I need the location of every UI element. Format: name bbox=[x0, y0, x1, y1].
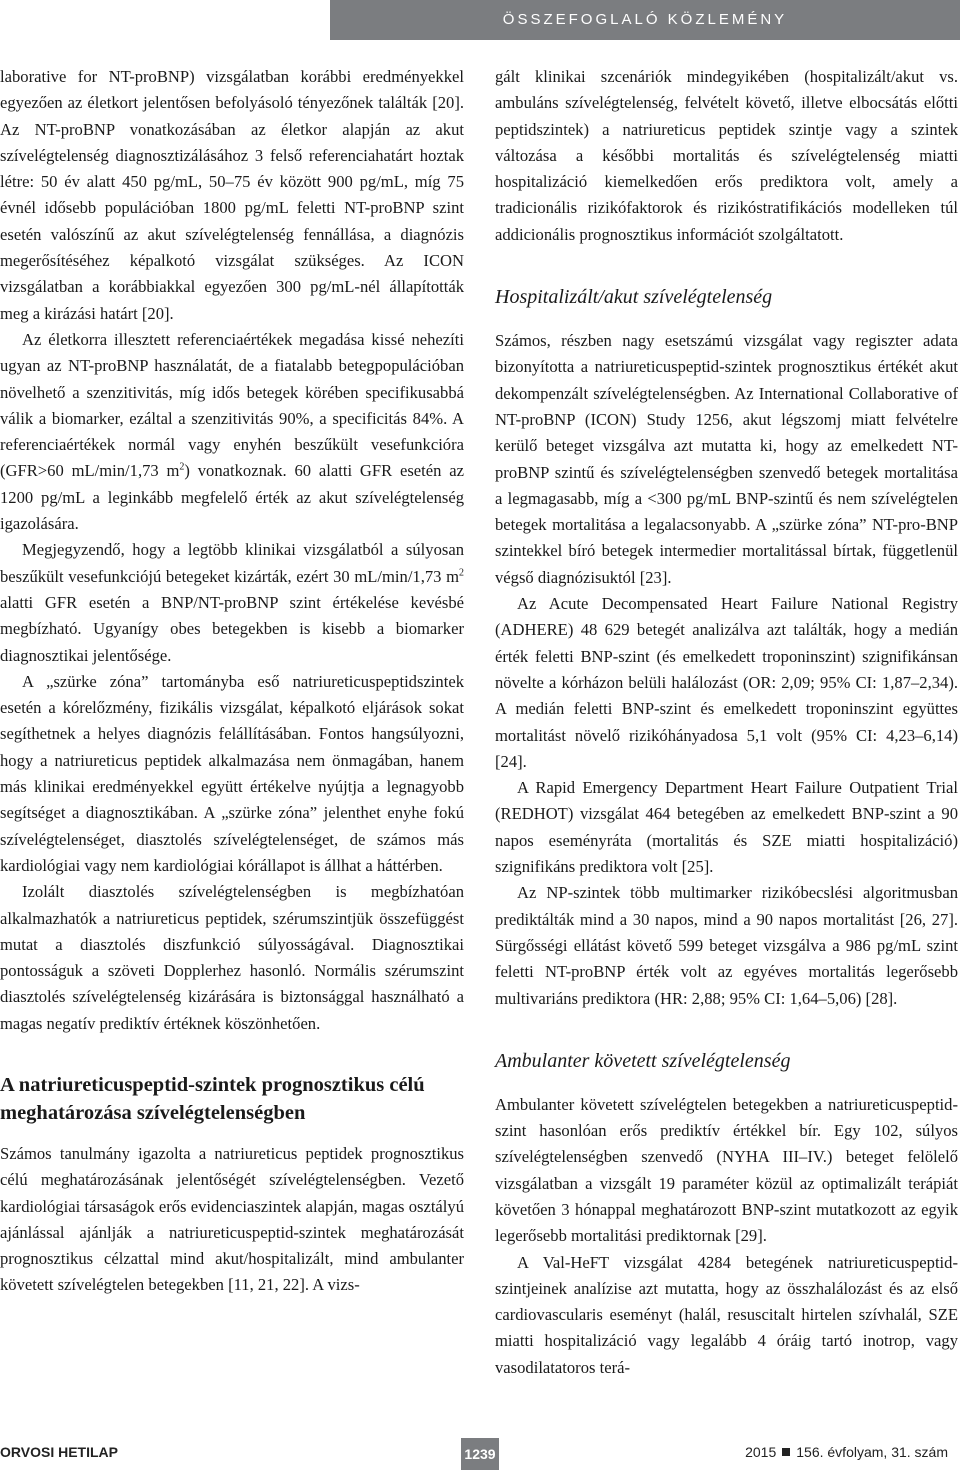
paragraph: Számos, részben nagy esetszámú vizsgálat vagy regiszter adata bizonyította a natriureticuspeptid-szintek prognosztikus értékét akut dekompenzált szívelégtelenségben. Az International Collaborative of NT-proBNP (ICON) Study 1256, akut légszomj miatt felvételre kerülő beteget vizsgálva azt mutatta ki, hogy az emelkedett NT-proBNP szintű és szívelégtelenségben szenvedő betegek mortalitása a legmagasabb, míg a <300 pg/mL BNP-szintű és nem szívelégtelen betegek mortalitása a legalacsonyabb. A „szürke zóna” NT-pro-BNP szintekkel bíró betegek intermedier mortalitással bírtak, függetlenül végső diagnózisuktól [23]. bbox=[495, 331, 958, 587]
page-footer bbox=[0, 1438, 960, 1470]
paragraph: Izolált diasztolés szívelégtelenségben is megbízhatóan alkalmazhatók a natriureticus peptidek, szérumszintjük összefüggést mutat a diasztolés diszfunkció súlyosságával. Diagnosztikai pontosságuk a szöveti Dopplerhez hasonló. Normális szérumszint diasztolés szívelégtelenség kizárására is biztonsággal használható a magas negatív prediktív értéknek köszönhetően. bbox=[0, 882, 464, 1033]
section-tag: ÖSSZEFOGLALÓ KÖZLEMÉNY bbox=[330, 0, 960, 40]
header-blank bbox=[0, 0, 330, 40]
issue-info: 2015 156. évfolyam, 31. szám bbox=[745, 1444, 948, 1460]
header-banner bbox=[0, 0, 960, 40]
paragraph: A Val-HeFT vizsgálat 4284 betegének natriureticuspeptid-szintjeinek analízise azt mutatta, hogy az összhalálozást és az első cardiovascularis eseményt (halál, resuscitalt hirtelen szívhalál, SZE miatti hospitalizáció vagy legalább 4 óráig tartó inotrop, vagy vasodilatatoros terá- bbox=[495, 1252, 958, 1377]
paragraph: Számos tanulmány igazolta a natriureticus peptidek prognosztikus célú meghatározásának jelentőségét szívelégtelenségben. Vezető kardiológiai társaságok erős evidenciaszintek alapján, magas osztályú ajánlással ajánlják a natriureticuspeptid-szintek meghatározását prognosztikus célzattal mind akut/hospitalizált, mind ambulanter követett szívelégtelen betegekben [11, 21, 22]. A vizs- bbox=[0, 1143, 464, 1295]
paragraph: Az Acute Decompensated Heart Failure National Registry (ADHERE) 48 629 betegét analizálva azt találták, hogy a medián érték feletti BNP-szint (és emelkedett troponinszint) szignifikánsan növelte a kórházon belüli halálozást (OR: 2,09; 95% CI: 1,87–2,34). A medián feletti BNP-szint és emelkedett troponinszint együttes mortalitást növelő rizikóhányadosa 5,1 volt (95% CI: 4,23–6,14) [24]. bbox=[495, 594, 958, 771]
right-column bbox=[495, 64, 958, 1381]
subsection-heading: Hospitalizált/akut szívelégtelenség bbox=[495, 286, 773, 309]
paragraph: Az NP-szintek több multimarker rizikóbecslési algoritmusban prediktálták mind a 30 napos, mind a 90 napos mortalitást [26, 27]. Sürgősségi ellátást követő 599 beteget vizsgálva a 986 pg/mL szint feletti NT-proBNP érték volt az egyéves mortalitás legerősebb multivariáns prediktora (HR: 2,88; 95% CI: 1,64–5,06) [28]. bbox=[495, 883, 958, 1008]
paragraph: A Rapid Emergency Department Heart Failure Outpatient Trial (REDHOT) vizsgálat 464 betegében az emelkedett BNP-szint a 90 napos eseményráta (mortalitás és SZE miatti hospitalizáció) szignifikáns prediktora volt [25]. bbox=[495, 778, 958, 877]
square-bullet-icon bbox=[782, 1448, 790, 1456]
paragraph: Az életkorra illesztett referenciaértékek megadása kissé nehezíti ugyan az NT-proBNP használatát, de a fiatalabb betegpopulációban növelhető a szenzitivitás, míg idős betegek körében specifikusabbá válik a biomarker, ezáltal a szenzitivitás 90%, a specificitás 84%. A referenciaértékek normál vagy enyhén beszűkült vesefunkcióra (GFR>60 mL/min/1,73 $m^2$) vonatkoznak. 60 alatti GFR esetén az 1200 pg/mL a leginkább megfelelő érték az akut szívelégtelenség igazolására. bbox=[0, 329, 464, 534]
paragraph: laborative for NT-proBNP) vizsgálatban korábbi eredményekkel egyezően az életkort jelentősen befolyásoló tényezőnek találták [20]. Az NT-proBNP vonatkozásában az életkor alapján az akut szívelégtelenség diagnosztizálásához 3 felső referenciahatárt hoztak létre: 50 év alatt 450 pg/mL, 50–75 év között 900 pg/mL, míg 75 évnél idősebb populációban 1800 pg/mL feletti NT-proBNP szint esetén valószínű az akut szívelégtelenség fennállása, a diagnózis megerősítéséhez képalkotó vizsgálat szükséges. Az ICON vizsgálatban a korábbiakkal egyezően 300 pg/mL-nél állapították meg a kirázási határt [20]. bbox=[0, 67, 464, 323]
paragraph: A „szürke zóna” tartományba eső natriureticuspeptidszintek esetén a kórelőzmény, fizikális vizsgálat, képalkotó eljárások sokat segíthetnek a helyes diagnózis felállításában. Fontos hangsúlyozni, hogy a natriureticus peptidek alkalmazása nem önmagában, hanem más klinikai eredményekkel együtt értékelve nyújtja a legnagyobb segítséget a diagnosztikában. A „szürke zóna” jelenthet enyhe fokú szívelégtelenséget, diasztolés szívelégtelenséget, de számos más kardiológiai vagy nem kardiológiai kórállapot is állhat a háttérben. bbox=[0, 671, 464, 875]
journal-name: ORVOSI HETILAP bbox=[0, 1444, 118, 1460]
page-number: 1239 bbox=[461, 1438, 499, 1470]
subsection-heading: Ambulanter követett szívelégtelenség bbox=[495, 1049, 791, 1072]
left-column bbox=[0, 64, 464, 1299]
section-heading: A natriureticuspeptid-szintek prognosztikus célú meghatározása szívelégtelenségben bbox=[0, 1073, 425, 1124]
paragraph: Megjegyzendő, hogy a legtöbb klinikai vizsgálatból a súlyosan beszűkült vesefunkciójú betegeket kizárták, ezért 30 mL/min/1,73 $m^2$ alatti GFR esetén a BNP/NT-proBNP szint értékelése kevésbé megbízható. Ugyanígy obes betegekben is kisebb a biomarker diagnosztikai jelentősége. bbox=[0, 540, 464, 665]
paragraph: gált klinikai szcenáriók mindegyikében (hospitalizált/akut vs. ambuláns szívelégtelenség, felvételt követő, illetve elbocsátás előtti peptidszintek) a natriureticus peptidek szintje vagy a szintek változása a későbbi mortalitás és szívelégtelenség miatti hospitalizáció kiemelkedően erős prediktora volt, amely a tradicionális rizikófaktorok és rizikóstratifikációs modelleken túl addicionális prognosztikus információt szolgáltatott. bbox=[495, 67, 958, 244]
paragraph: Ambulanter követett szívelégtelen betegekben a natriureticuspeptid-szint hasonlóan erős prediktív értékkel bír. Egy 102, súlyos szívelégtelenségben szenvedő (NYHA III–IV.) beteget felölelő vizsgálatban a vizsgált 19 paraméter közül az optimalizált terápiát követően 3 hónappal meghatározott BNP-szint mutatkozott az egyik legerősebb mortalitási prediktornak [29]. bbox=[495, 1094, 958, 1246]
